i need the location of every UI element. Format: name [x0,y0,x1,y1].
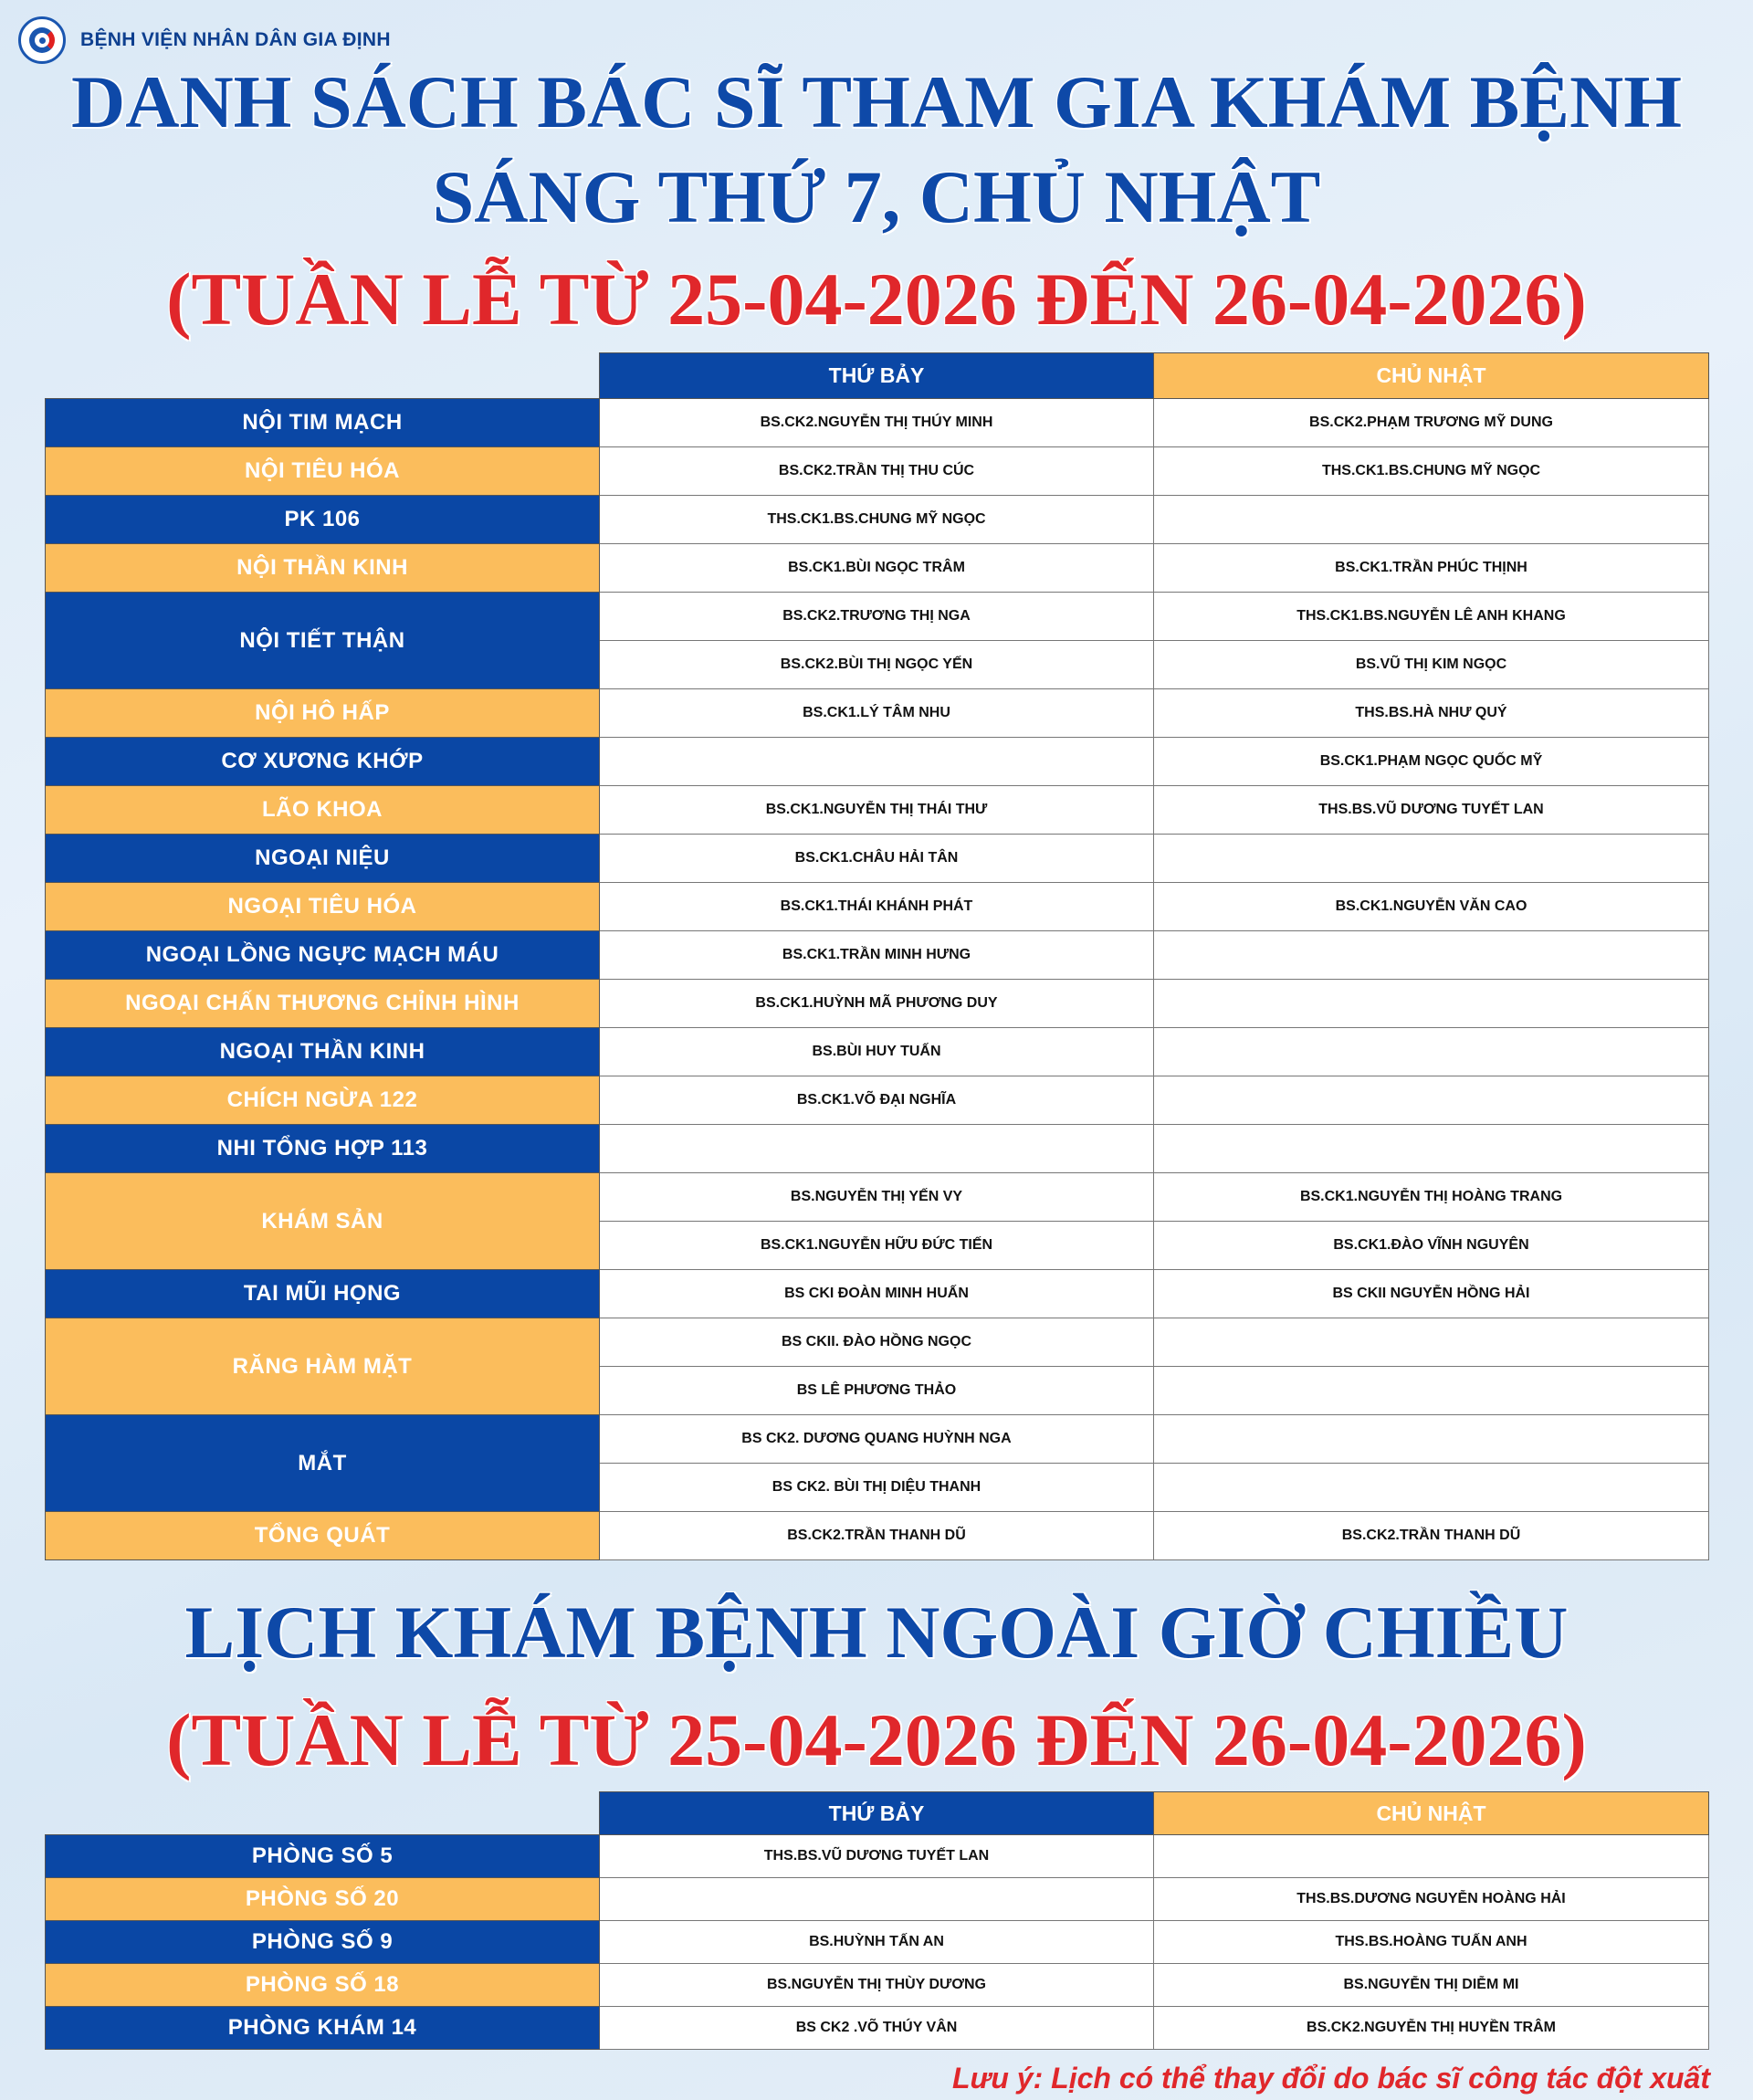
saturday-doctor-cell: BS CKI ĐOÀN MINH HUẤN [600,1270,1154,1318]
sunday-doctor-cell: BS CKII NGUYỄN HỒNG HẢI [1154,1270,1709,1318]
table-row [46,593,1709,641]
sunday-doctor-cell: THS.BS.DƯƠNG NGUYỄN HOÀNG HẢI [1154,1878,1709,1921]
saturday-doctor-cell: BS.CK2.TRẦN THANH DŨ [600,1512,1154,1560]
table-row [46,1173,1709,1222]
sunday-doctor-cell: BS.CK1.NGUYỄN THỊ HOÀNG TRANG [1154,1173,1709,1222]
department-cell: NỘI TIẾT THẬN [46,593,600,689]
saturday-doctor-cell: THS.CK1.BS.CHUNG MỸ NGỌC [600,496,1154,544]
saturday-doctor-cell: BS.CK2.TRƯƠNG THỊ NGA [600,593,1154,641]
sunday-doctor-cell [1154,835,1709,883]
department-cell: TAI MŨI HỌNG [46,1270,600,1318]
table-row [46,1076,1709,1125]
saturday-doctor-cell: BS.CK1.NGUYỄN HỮU ĐỨC TIẾN [600,1222,1154,1270]
table-row [46,1318,1709,1367]
saturday-doctor-cell: BS.NGUYỄN THỊ YẾN VY [600,1173,1154,1222]
department-cell: NỘI TIÊU HÓA [46,447,600,496]
saturday-doctor-cell: BS.CK1.LÝ TÂM NHU [600,689,1154,738]
saturday-doctor-cell: BS LÊ PHƯƠNG THẢO [600,1367,1154,1415]
department-cell: LÃO KHOA [46,786,600,835]
department-cell: PK 106 [46,496,600,544]
sunday-doctor-cell: BS.CK1.PHẠM NGỌC QUỐC MỸ [1154,738,1709,786]
sunday-doctor-cell [1154,1318,1709,1367]
table-row [46,496,1709,544]
sunday-doctor-cell: BS.VŨ THỊ KIM NGỌC [1154,641,1709,689]
title-line-1: DANH SÁCH BÁC SĨ THAM GIA KHÁM BỆNH [71,60,1682,143]
sunday-doctor-cell: BS.CK1.TRẦN PHÚC THỊNH [1154,544,1709,593]
morning-schedule-table [45,352,1709,1560]
sunday-doctor-cell [1154,496,1709,544]
column-header-sunday: CHỦ NHẬT [1154,1792,1709,1835]
sunday-doctor-cell: BS.CK2.NGUYỄN THỊ HUYỀN TRÂM [1154,2007,1709,2050]
department-cell: NỘI THẦN KINH [46,544,600,593]
table-row [46,1270,1709,1318]
department-cell: KHÁM SẢN [46,1173,600,1270]
table-row [46,1028,1709,1076]
table-row [46,835,1709,883]
hospital-name: BỆNH VIỆN NHÂN DÂN GIA ĐỊNH [80,29,391,50]
sunday-doctor-cell [1154,1464,1709,1512]
saturday-doctor-cell: BS.CK1.THÁI KHÁNH PHÁT [600,883,1154,931]
column-header-saturday: THỨ BẢY [600,353,1154,399]
schedule-note: Lưu ý: Lịch có thể thay đổi do bác sĩ công tác đột xuất [951,2062,1710,2095]
department-cell: PHÒNG SỐ 18 [46,1964,600,2007]
department-cell: NGOẠI THẦN KINH [46,1028,600,1076]
saturday-doctor-cell: BS.NGUYỄN THỊ THÙY DƯƠNG [600,1964,1154,2007]
sunday-doctor-cell [1154,1835,1709,1878]
table-row [46,1512,1709,1560]
saturday-doctor-cell: BS.CK1.TRẦN MINH HƯNG [600,931,1154,980]
evening-title-line-1: LỊCH KHÁM BỆNH NGOÀI GIỜ CHIỀU [184,1591,1569,1674]
table-row [46,738,1709,786]
sunday-doctor-cell: BS.CK1.ĐÀO VĨNH NGUYÊN [1154,1222,1709,1270]
sunday-doctor-cell: THS.CK1.BS.NGUYỄN LÊ ANH KHANG [1154,593,1709,641]
sunday-doctor-cell: THS.CK1.BS.CHUNG MỸ NGỌC [1154,447,1709,496]
saturday-doctor-cell: BS.CK1.NGUYỄN THỊ THÁI THƯ [600,786,1154,835]
department-cell: MẮT [46,1415,600,1512]
saturday-doctor-cell: BS.CK1.CHÂU HẢI TÂN [600,835,1154,883]
saturday-doctor-cell [600,738,1154,786]
header-row [46,1792,1709,1835]
table-row [46,447,1709,496]
sunday-doctor-cell [1154,980,1709,1028]
saturday-doctor-cell: BS.CK1.HUỲNH MÃ PHƯƠNG DUY [600,980,1154,1028]
table-row [46,883,1709,931]
sunday-doctor-cell [1154,931,1709,980]
table-row [46,1878,1709,1921]
column-header-saturday: THỨ BẢY [600,1792,1154,1835]
table-row [46,1125,1709,1173]
department-cell: PHÒNG SỐ 5 [46,1835,600,1878]
sunday-doctor-cell [1154,1367,1709,1415]
department-cell: PHÒNG KHÁM 14 [46,2007,600,2050]
table-row [46,689,1709,738]
table-row [46,399,1709,447]
department-cell: CHÍCH NGỪA 122 [46,1076,600,1125]
department-cell: RĂNG HÀM MẶT [46,1318,600,1415]
department-cell: NGOẠI CHẤN THƯƠNG CHỈNH HÌNH [46,980,600,1028]
saturday-doctor-cell: BS.CK2.BÙI THỊ NGỌC YẾN [600,641,1154,689]
sunday-doctor-cell: THS.BS.HÀ NHƯ QUÝ [1154,689,1709,738]
sunday-doctor-cell: THS.BS.HOÀNG TUẤN ANH [1154,1921,1709,1964]
saturday-doctor-cell: BS CK2. BÙI THỊ DIỆU THANH [600,1464,1154,1512]
saturday-doctor-cell: BS.CK1.VÕ ĐẠI NGHĨA [600,1076,1154,1125]
saturday-doctor-cell: BS.CK1.BÙI NGỌC TRÂM [600,544,1154,593]
sunday-doctor-cell [1154,1415,1709,1464]
saturday-doctor-cell: BS.CK2.TRẦN THỊ THU CÚC [600,447,1154,496]
saturday-doctor-cell: THS.BS.VŨ DƯƠNG TUYẾT LAN [600,1835,1154,1878]
header-row [46,353,1709,399]
saturday-doctor-cell [600,1125,1154,1173]
department-cell: NỘI TIM MẠCH [46,399,600,447]
table-row [46,980,1709,1028]
saturday-doctor-cell: BS.HUỲNH TẤN AN [600,1921,1154,1964]
department-cell: NHI TỔNG HỢP 113 [46,1125,600,1173]
department-cell: NGOẠI LỒNG NGỰC MẠCH MÁU [46,931,600,980]
table-row [46,786,1709,835]
table-row [46,2007,1709,2050]
table-row [46,1835,1709,1878]
evening-schedule-table [45,1791,1709,2050]
saturday-doctor-cell: BS.CK2.NGUYỄN THỊ THÚY MINH [600,399,1154,447]
sunday-doctor-cell: BS.CK1.NGUYỄN VĂN CAO [1154,883,1709,931]
saturday-doctor-cell: BS CK2 .VÕ THÚY VÂN [600,2007,1154,2050]
sunday-doctor-cell [1154,1028,1709,1076]
department-cell: CƠ XƯƠNG KHỚP [46,738,600,786]
table-row [46,931,1709,980]
department-cell: PHÒNG SỐ 9 [46,1921,600,1964]
saturday-doctor-cell: BS.BÙI HUY TUẤN [600,1028,1154,1076]
sunday-doctor-cell: BS.CK2.TRẦN THANH DŨ [1154,1512,1709,1560]
saturday-doctor-cell: BS CKII. ĐÀO HỒNG NGỌC [600,1318,1154,1367]
department-cell: TỔNG QUÁT [46,1512,600,1560]
table-row [46,1921,1709,1964]
title-line-3: (TUẦN LỄ TỪ 25-04-2026 ĐẾN 26-04-2026) [166,257,1587,341]
table-row [46,1964,1709,2007]
saturday-doctor-cell [600,1878,1154,1921]
sunday-doctor-cell: BS.NGUYỄN THỊ DIỄM MI [1154,1964,1709,2007]
sunday-doctor-cell: BS.CK2.PHẠM TRƯƠNG MỸ DUNG [1154,399,1709,447]
department-cell: NGOẠI NIỆU [46,835,600,883]
table-row [46,1415,1709,1464]
table-row [46,544,1709,593]
hospital-logo-icon [18,16,66,64]
department-cell: NGOẠI TIÊU HÓA [46,883,600,931]
department-cell: NỘI HÔ HẤP [46,689,600,738]
sunday-doctor-cell [1154,1076,1709,1125]
saturday-doctor-cell: BS CK2. DƯƠNG QUANG HUỲNH NGA [600,1415,1154,1464]
sunday-doctor-cell [1154,1125,1709,1173]
column-header-sunday: CHỦ NHẬT [1154,353,1709,399]
title-line-2: SÁNG THỨ 7, CHỦ NHẬT [432,155,1321,238]
evening-title-line-2: (TUẦN LỄ TỪ 25-04-2026 ĐẾN 26-04-2026) [166,1698,1587,1781]
sunday-doctor-cell: THS.BS.VŨ DƯƠNG TUYẾT LAN [1154,786,1709,835]
department-cell: PHÒNG SỐ 20 [46,1878,600,1921]
